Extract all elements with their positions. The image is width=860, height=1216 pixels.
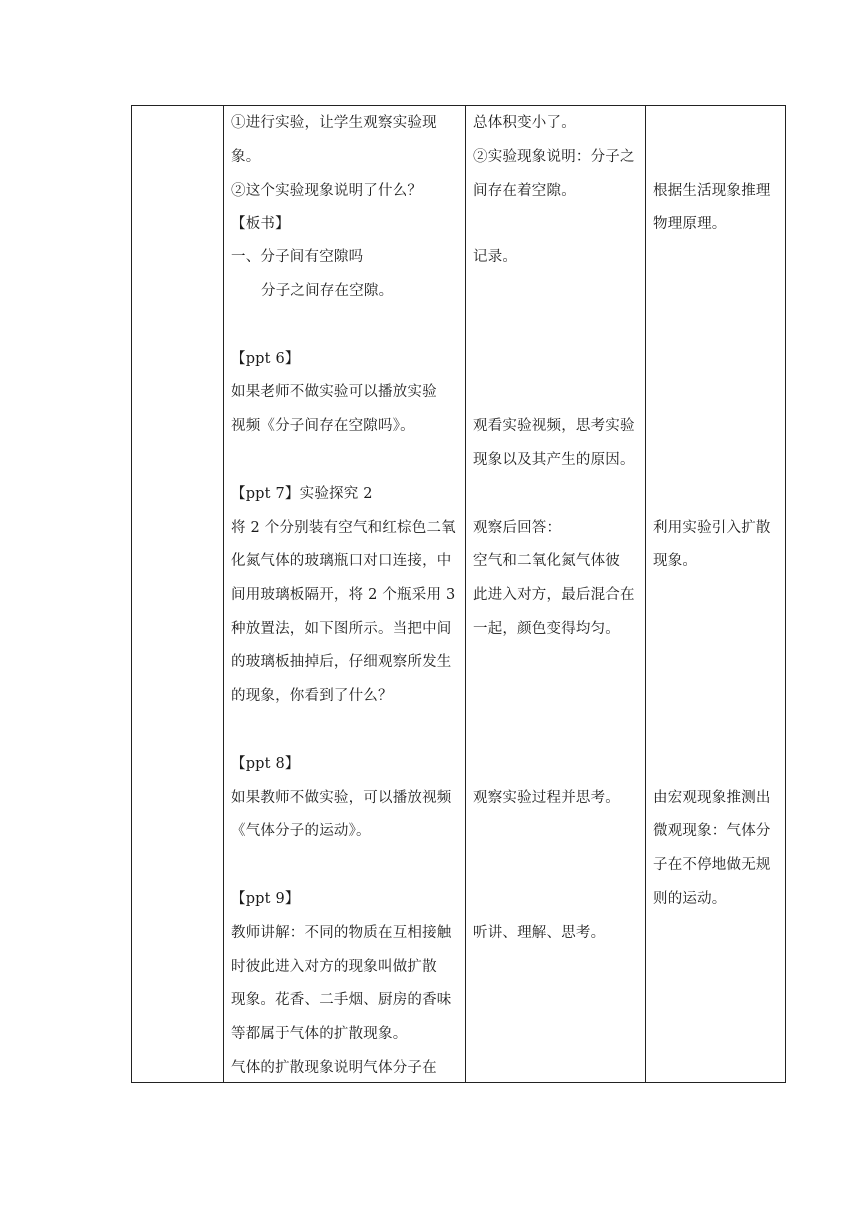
- text-line: 观察后回答：: [473, 520, 562, 536]
- lesson-plan-table: [131, 105, 786, 1083]
- text-line: 记录。: [473, 249, 518, 265]
- cell-design-intent: [653, 106, 781, 1082]
- ppt-heading: 【ppt 8】: [231, 756, 300, 772]
- text-line: 空气和二氧化氮气体彼: [473, 553, 620, 569]
- text-line: 象。: [231, 149, 261, 165]
- cell-stage: [132, 106, 223, 1082]
- text-line: 此进入对方，最后混合在: [473, 587, 635, 603]
- text-line: 的现象，你看到了什么？: [231, 688, 393, 704]
- text-line: 间存在着空隙。: [473, 183, 576, 199]
- text-line: 时彼此进入对方的现象叫做扩散: [231, 959, 437, 975]
- text-line: 现象以及其产生的原因。: [473, 452, 635, 468]
- cell-student-activity: [473, 106, 641, 1082]
- text-line: 气体的扩散现象说明气体分子在: [231, 1060, 437, 1076]
- text-line: 种放置法，如下图所示。当把中间: [231, 621, 452, 637]
- text-line: 物理原理。: [653, 216, 727, 232]
- text-line: 一起，颜色变得均匀。: [473, 621, 620, 637]
- text-line: 如果老师不做实验可以播放实验: [231, 384, 437, 400]
- text-line: 由宏观现象推测出: [653, 790, 771, 806]
- text-line: 子在不停地做无规: [653, 857, 771, 873]
- text-line: 化氮气体的玻璃瓶口对口连接，中: [231, 553, 452, 569]
- cell-teacher-activity: [231, 106, 459, 1082]
- ppt-heading: 【ppt 9】: [231, 891, 300, 907]
- column-divider: [223, 106, 224, 1082]
- text-line: 观看实验视频，思考实验: [473, 418, 635, 434]
- text-line: 等都属于气体的扩散现象。: [231, 1026, 408, 1042]
- ppt-heading: 【ppt 6】: [231, 351, 300, 367]
- text-line: 现象。花香、二手烟、厨房的香味: [231, 992, 452, 1008]
- column-divider: [645, 106, 646, 1082]
- text-line: 如果教师不做实验，可以播放视频: [231, 790, 452, 806]
- text-line: 一、分子间有空隙吗: [231, 249, 364, 265]
- text-line: 则的运动。: [653, 891, 727, 907]
- text-line: 间用玻璃板隔开，将 2 个瓶采用 3: [231, 587, 456, 603]
- text-line: 利用实验引入扩散: [653, 520, 771, 536]
- text-line: 微观现象：气体分: [653, 823, 771, 839]
- text-line: 总体积变小了。: [473, 115, 576, 131]
- text-line: 听讲、理解、思考。: [473, 925, 606, 941]
- text-line: 现象。: [653, 553, 698, 569]
- ppt-heading: 【ppt 7】实验探究 2: [231, 486, 373, 502]
- text-line: 《气体分子的运动》。: [231, 823, 371, 839]
- text-line: 教师讲解：不同的物质在互相接触: [231, 925, 452, 941]
- text-line: 的玻璃板抽掉后，仔细观察所发生: [231, 654, 452, 670]
- text-line: 根据生活现象推理: [653, 183, 771, 199]
- board-heading: 【板书】: [231, 216, 290, 232]
- text-line: 观察实验过程并思考。: [473, 790, 620, 806]
- column-divider: [465, 106, 466, 1082]
- text-line: ①进行实验，让学生观察实验现: [231, 115, 437, 131]
- text-line: ②这个实验现象说明了什么？: [231, 183, 423, 199]
- text-line: 将 2 个分别装有空气和红棕色二氧: [231, 520, 456, 536]
- text-line: 分子之间存在空隙。: [261, 283, 394, 299]
- text-line: 视频《分子间存在空隙吗》。: [231, 418, 415, 434]
- text-line: ②实验现象说明：分子之: [473, 149, 635, 165]
